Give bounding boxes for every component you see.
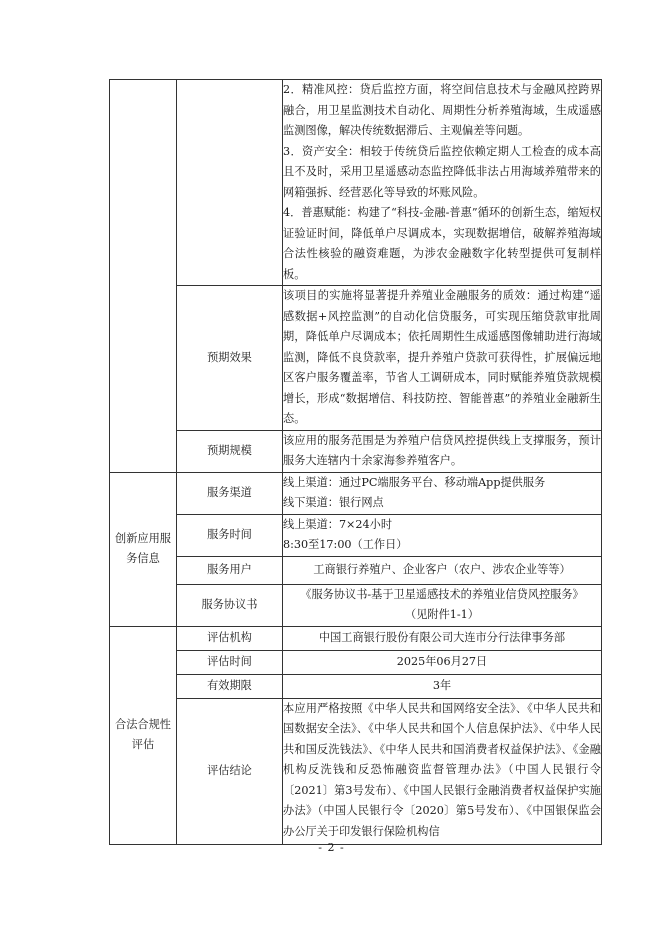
service-channel-value xyxy=(283,472,602,514)
service-time-offline: 8:30至17:00（工作日） xyxy=(283,538,408,551)
expected-effect-label: 预期效果 xyxy=(177,286,283,431)
table-row-service-time xyxy=(110,514,602,556)
service-agreement-attachment: （见附件1-1） xyxy=(405,608,479,621)
service-time-value xyxy=(283,514,602,556)
table-row-eval-institution xyxy=(110,626,602,650)
validity-value: 3年 xyxy=(283,674,602,698)
page-number: - 2 - xyxy=(318,841,345,854)
service-agreement-title: 《服务协议书-基于卫星遥感技术的养殖业信贷风控服务》 xyxy=(300,587,584,601)
benefit-item-asset-safety: 3．资产安全：相较于传统贷后监控依赖定期人工检查的成本高且不及时，采用卫星遥感动态监控降低非法占用海域养殖带来的网箱强拆、经营恶化等导致的坏账风险。 xyxy=(283,144,601,199)
service-channel-offline: 线下渠道：银行网点 xyxy=(283,496,384,509)
table-row-service-channel xyxy=(110,472,602,514)
eval-time-label: 评估时间 xyxy=(177,650,283,674)
service-channel-online: 线上渠道：通过PC端服务平台、移动端App提供服务 xyxy=(283,475,546,489)
validity-label: 有效期限 xyxy=(177,674,283,698)
table-row-service-agreement xyxy=(110,584,602,626)
table-row-service-users xyxy=(110,556,602,584)
expected-scale-label: 预期规模 xyxy=(177,430,283,472)
compliance-section-label: 合法合规性评估 xyxy=(110,626,177,844)
expected-effect-text: 该项目的实施将显著提升养殖业金融服务的质效：通过构建“遥感数据+风控监测”的自动化信贷服务，可实现压缩贷款审批周期，降低单户尽调成本；依托周期性生成遥感图像辅助进行海域监测，降低不良贷款率，提升养殖户贷款可获得性，扩展偏远地区客户服务覆盖率，节省人工调研成本，同时赋能养殖贷款规模增长，形成“数据增信、科技防控、智能普惠”的养殖业金融新生态。 xyxy=(283,286,602,431)
table-row-validity xyxy=(110,674,602,698)
section-cell-continued xyxy=(110,80,177,473)
service-users-label: 服务用户 xyxy=(177,556,283,584)
service-time-online: 线上渠道：7×24小时 xyxy=(283,517,393,531)
service-time-label: 服务时间 xyxy=(177,514,283,556)
table-row-eval-time xyxy=(110,650,602,674)
benefit-item-precise-risk: 2．精准风控：贷后监控方面，将空间信息技术与金融风控跨界融合，用卫星监测技术自动化、周期性分析养殖海域，生成遥感监测图像，解决传统数据滞后、主观偏差等问题。 xyxy=(283,83,601,137)
benefit-item-inclusive: 4．普惠赋能：构建了“科技-金融-普惠”循环的创新生态，缩短权证验证时间，降低单户尽调成本，实现数据增信，破解养殖海域合法性核验的融资难题，为涉农金融数字化转型提供可复制样板。 xyxy=(283,206,601,281)
table-row-expected-scale xyxy=(110,430,602,472)
eval-institution-value: 中国工商银行股份有限公司大连市分行法律事务部 xyxy=(283,626,602,650)
expected-scale-text: 该应用的服务范围是为养殖户信贷风控提供线上支撑服务，预计服务大连辖内十余家海参养殖客户。 xyxy=(283,430,602,472)
eval-conclusion-label: 评估结论 xyxy=(177,698,283,844)
service-agreement-value xyxy=(283,584,602,626)
eval-conclusion-text: 本应用严格按照《中华人民共和国网络安全法》、《中华人民共和国数据安全法》、《中华人民共和国个人信息保护法》、《中华人民共和国反洗钱法》、《中华人民共和国消费者权益保护法》、《金融机构反洗钱和反恐怖融资监督管理办法》（中国人民银行令〔2021〕第3号发布）、《中国人民银行金融消费者权益保护实施办法》（中国人民银行令〔2020〕第5号发布）、《中国银保监会办公厅关于印发银行保险机构信 xyxy=(283,698,602,844)
service-info-section-label: 创新应用服务信息 xyxy=(110,472,177,626)
service-agreement-label: 服务协议书 xyxy=(177,584,283,626)
application-info-table xyxy=(109,79,602,845)
service-channel-label: 服务渠道 xyxy=(177,472,283,514)
service-users-value: 工商银行养殖户、企业客户（农户、涉农企业等等） xyxy=(283,556,602,584)
eval-time-value: 2025年06月27日 xyxy=(283,650,602,674)
table-row-expected-effect xyxy=(110,286,602,431)
eval-institution-label: 评估机构 xyxy=(177,626,283,650)
label-cell-empty xyxy=(177,80,283,286)
table-row-risk-continuation xyxy=(110,80,602,286)
table-row-eval-conclusion xyxy=(110,698,602,844)
risk-benefits-cell xyxy=(283,80,602,286)
